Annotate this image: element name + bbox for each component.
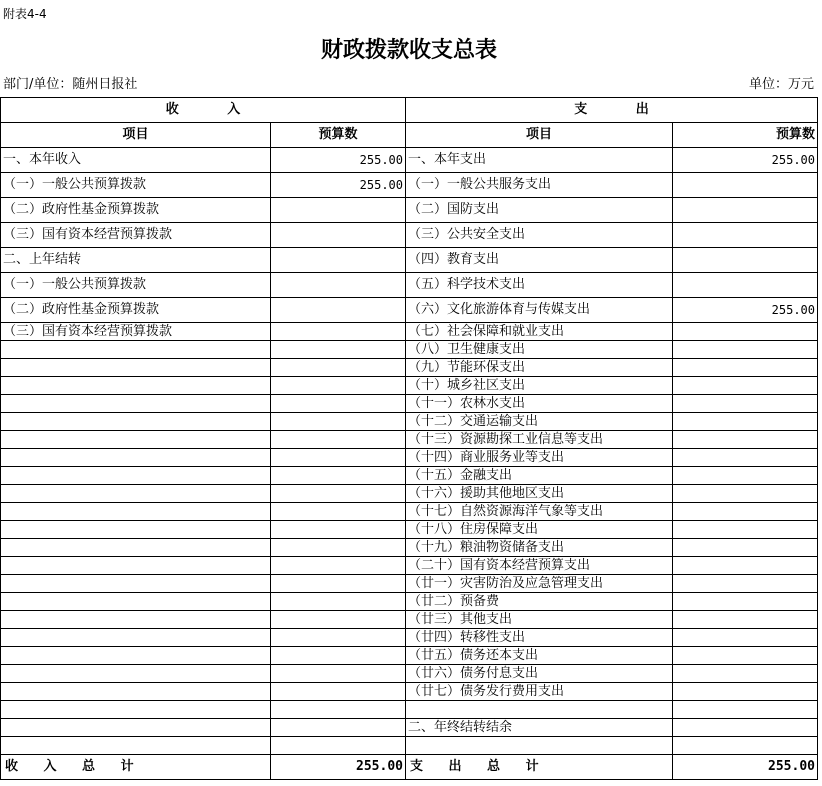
income-budget-cell [271,701,406,718]
income-budget-cell [271,503,406,520]
income-budget-cell [271,341,406,358]
column-header-row [1,123,818,148]
income-budget-cell [271,647,406,664]
income-item-cell [1,647,271,664]
table-row [1,198,818,223]
income-budget-cell [271,629,406,646]
expenditure-item-cell: （十）城乡社区支出 [406,377,673,394]
table-row [1,575,818,593]
income-item-cell [1,413,271,430]
table-row [1,593,818,611]
income-item-cell: （二）政府性基金预算拨款 [1,198,271,222]
expenditure-budget-cell [673,611,818,628]
table-row [1,248,818,273]
expenditure-budget-cell [673,485,818,502]
expenditure-item-header: 项目 [406,123,673,147]
table-row [1,377,818,395]
table-row [1,449,818,467]
income-budget-cell: 255.00 [271,148,406,172]
income-item-cell [1,593,271,610]
income-budget-cell [271,413,406,430]
expenditure-budget-cell [673,665,818,682]
expenditure-budget-cell [673,539,818,556]
expenditure-item-cell [406,701,673,718]
income-item-cell [1,503,271,520]
income-item-cell [1,521,271,538]
table-row [1,148,818,173]
income-item-cell: （一）一般公共预算拨款 [1,173,271,197]
expenditure-item-cell: （廿五）债务还本支出 [406,647,673,664]
income-budget-cell [271,298,406,322]
income-budget-cell [271,273,406,297]
income-item-cell [1,665,271,682]
table-row [1,223,818,248]
expenditure-budget-cell: 255.00 [673,298,818,322]
table-row [1,341,818,359]
income-total-label: 收 入 总 计 [1,755,271,779]
expenditure-budget-cell [673,359,818,376]
expenditure-item-cell: （七）社会保障和就业支出 [406,323,673,340]
table-row [1,173,818,198]
income-budget-cell [271,377,406,394]
income-item-cell [1,377,271,394]
table-row [1,359,818,377]
expenditure-item-cell: 二、年终结转结余 [406,719,673,736]
income-budget-cell [271,223,406,247]
expenditure-item-cell: 一、本年支出 [406,148,673,172]
expenditure-item-cell: （一）一般公共服务支出 [406,173,673,197]
table-row [1,647,818,665]
table-row [1,737,818,755]
expenditure-budget-cell [673,737,818,754]
expenditure-item-cell: （十三）资源勘探工业信息等支出 [406,431,673,448]
income-budget-cell [271,198,406,222]
income-budget-cell [271,539,406,556]
expenditure-budget-cell [673,629,818,646]
expenditure-budget-cell [673,273,818,297]
expenditure-budget-cell [673,701,818,718]
expenditure-budget-cell [673,395,818,412]
unit-label: 单位：万元 [748,77,814,92]
income-budget-cell [271,521,406,538]
table-row [1,701,818,719]
expenditure-item-cell: （三）公共安全支出 [406,223,673,247]
expenditure-item-cell: （廿一）灾害防治及应急管理支出 [406,575,673,592]
table-row [1,273,818,298]
table-row [1,629,818,647]
expenditure-budget-cell [673,593,818,610]
table-body [1,148,818,755]
expenditure-budget-cell [673,647,818,664]
expenditure-item-cell: （廿四）转移性支出 [406,629,673,646]
income-item-cell [1,395,271,412]
table-row [1,431,818,449]
expenditure-budget-cell [673,719,818,736]
expenditure-item-cell: （十六）援助其他地区支出 [406,485,673,502]
expenditure-item-cell: （十九）粮油物资储备支出 [406,539,673,556]
expenditure-item-cell: （二）国防支出 [406,198,673,222]
table-row [1,521,818,539]
department-label: 部门/单位：随州日报社 [3,77,138,92]
expenditure-budget-cell [673,198,818,222]
income-item-cell: （二）政府性基金预算拨款 [1,298,271,322]
expenditure-budget-cell [673,467,818,484]
income-item-cell [1,737,271,754]
income-item-cell [1,449,271,466]
expenditure-budget-cell [673,503,818,520]
table-row [1,611,818,629]
income-item-cell [1,485,271,502]
income-section-header: 收 入 [1,98,406,122]
income-item-cell [1,557,271,574]
expenditure-budget-cell [673,173,818,197]
income-item-cell [1,701,271,718]
income-item-cell: （一）一般公共预算拨款 [1,273,271,297]
expenditure-item-cell [406,737,673,754]
income-item-cell [1,359,271,376]
income-item-cell [1,467,271,484]
expenditure-budget-cell [673,248,818,272]
income-item-cell: （三）国有资本经营预算拨款 [1,223,271,247]
income-item-cell [1,629,271,646]
income-budget-cell [271,737,406,754]
expenditure-item-cell: （九）节能环保支出 [406,359,673,376]
expenditure-item-cell: （四）教育支出 [406,248,673,272]
expenditure-item-cell: （五）科学技术支出 [406,273,673,297]
table-row [1,557,818,575]
expenditure-item-cell: （廿三）其他支出 [406,611,673,628]
income-budget-cell [271,683,406,700]
expenditure-budget-cell [673,413,818,430]
expenditure-budget-cell [673,431,818,448]
income-item-cell: 一、本年收入 [1,148,271,172]
income-budget-header: 预算数 [271,123,406,147]
income-item-cell [1,575,271,592]
table-row [1,413,818,431]
income-budget-cell [271,485,406,502]
expenditure-item-cell: （十八）住房保障支出 [406,521,673,538]
expenditure-budget-cell [673,575,818,592]
expenditure-budget-cell: 255.00 [673,148,818,172]
expenditure-item-cell: （廿六）债务付息支出 [406,665,673,682]
expenditure-total-label: 支 出 总 计 [406,755,673,779]
table-row [1,298,818,323]
income-budget-cell [271,359,406,376]
income-budget-cell: 255.00 [271,173,406,197]
table-row [1,539,818,557]
expenditure-item-cell: （廿七）债务发行费用支出 [406,683,673,700]
income-budget-cell [271,395,406,412]
table-row [1,503,818,521]
expenditure-item-cell: （十五）金融支出 [406,467,673,484]
expenditure-budget-cell [673,377,818,394]
income-budget-cell [271,557,406,574]
expenditure-budget-cell [673,557,818,574]
attachment-label: 附表4-4 [3,7,47,21]
income-budget-cell [271,611,406,628]
expenditure-item-cell: （十四）商业服务业等支出 [406,449,673,466]
expenditure-budget-cell [673,683,818,700]
expenditure-item-cell: （二十）国有资本经营预算支出 [406,557,673,574]
expenditure-budget-cell [673,223,818,247]
table-row [1,323,818,341]
income-budget-cell [271,665,406,682]
income-item-cell [1,431,271,448]
table-row [1,467,818,485]
table-row [1,719,818,737]
income-budget-cell [271,431,406,448]
expenditure-budget-cell [673,449,818,466]
income-budget-cell [271,593,406,610]
income-total-value: 255.00 [271,755,406,779]
table-row [1,395,818,413]
income-budget-cell [271,467,406,484]
expenditure-budget-cell [673,341,818,358]
expenditure-item-cell: （六）文化旅游体育与传媒支出 [406,298,673,322]
expenditure-item-cell: （十二）交通运输支出 [406,413,673,430]
income-item-cell [1,539,271,556]
expenditure-item-cell: （八）卫生健康支出 [406,341,673,358]
expenditure-budget-cell [673,521,818,538]
total-row [1,755,818,780]
expenditure-budget-cell [673,323,818,340]
income-item-cell [1,683,271,700]
income-budget-cell [271,449,406,466]
expenditure-item-cell: （十七）自然资源海洋气象等支出 [406,503,673,520]
income-budget-cell [271,248,406,272]
income-item-cell: （三）国有资本经营预算拨款 [1,323,271,340]
income-item-cell: 二、上年结转 [1,248,271,272]
income-item-cell [1,611,271,628]
income-item-cell [1,719,271,736]
section-header-row [1,98,818,123]
expenditure-section-header: 支 出 [406,98,818,122]
page-title: 财政拨款收支总表 [320,37,497,63]
expenditure-item-cell: （十一）农林水支出 [406,395,673,412]
income-item-cell [1,341,271,358]
expenditure-budget-header: 预算数 [673,123,818,147]
income-budget-cell [271,719,406,736]
income-budget-cell [271,323,406,340]
expenditure-total-value: 255.00 [673,755,818,779]
table-row [1,683,818,701]
income-budget-cell [271,575,406,592]
income-item-header: 项目 [1,123,271,147]
table-row [1,485,818,503]
expenditure-item-cell: （廿二）预备费 [406,593,673,610]
budget-table [0,97,818,780]
table-row [1,665,818,683]
